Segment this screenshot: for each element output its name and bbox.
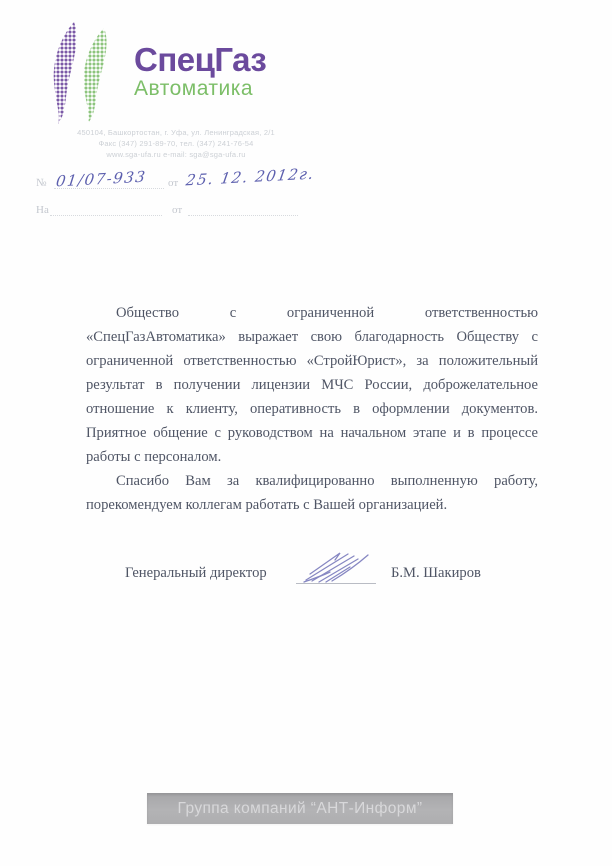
footer-banner [147,793,453,824]
letter-body [86,301,538,517]
reference-block [36,164,336,230]
company-logo [52,18,312,128]
logo-company-subname: Автоматика [134,77,254,100]
contact-web-line: www.sga-ufa.ru e-mail: sga@sga-ufa.ru [106,150,246,159]
na-label: На [36,204,49,216]
signature-block [125,552,525,597]
dotted-line [50,214,162,216]
handwritten-signature-icon [302,546,372,586]
handwritten-date: 25. 12. 2012г. [184,164,317,190]
contact-address-line: 450104, Башкортостан, г. Уфа, ул. Ленинградская, 2/1 [77,128,275,137]
logo-flames-icon [52,22,118,124]
logo-text [134,41,267,100]
number-sign-label: № [36,177,47,189]
contact-phone-line: Факс (347) 291-89-70, тел. (347) 241-76-54 [98,139,254,148]
from-label: от [168,177,179,189]
from-label: от [172,204,183,216]
body-paragraph: Спасибо Вам за квалифицированно выполненную работу, порекомендуем коллегам работать с Вашей организацией. [86,473,538,513]
dotted-line [54,187,164,189]
signer-title: Генеральный директор [125,565,267,581]
signature-line [296,583,376,584]
body-paragraph: Общество с ограниченной ответственностью «СпецГазАвтоматика» выражает свою благодарность Обществу с ограниченной ответственностью «СтройЮрист», за положительный результат в получении лицензии МЧС России, доброжелательное отношение к клиенту, оперативность в оформлении документов. Приятное общение с руководством на начальном этапе и в процессе работы с персоналом. [86,305,538,465]
handwritten-outgoing-number: 01/07-933 [54,167,148,191]
logo-company-name: СпецГаз [134,41,267,78]
signer-name: Б.М. Шакиров [391,565,481,581]
footer-banner-text: Группа компаний “АНТ-Информ” [177,799,423,817]
contact-block [40,127,312,160]
dotted-line [188,214,298,216]
